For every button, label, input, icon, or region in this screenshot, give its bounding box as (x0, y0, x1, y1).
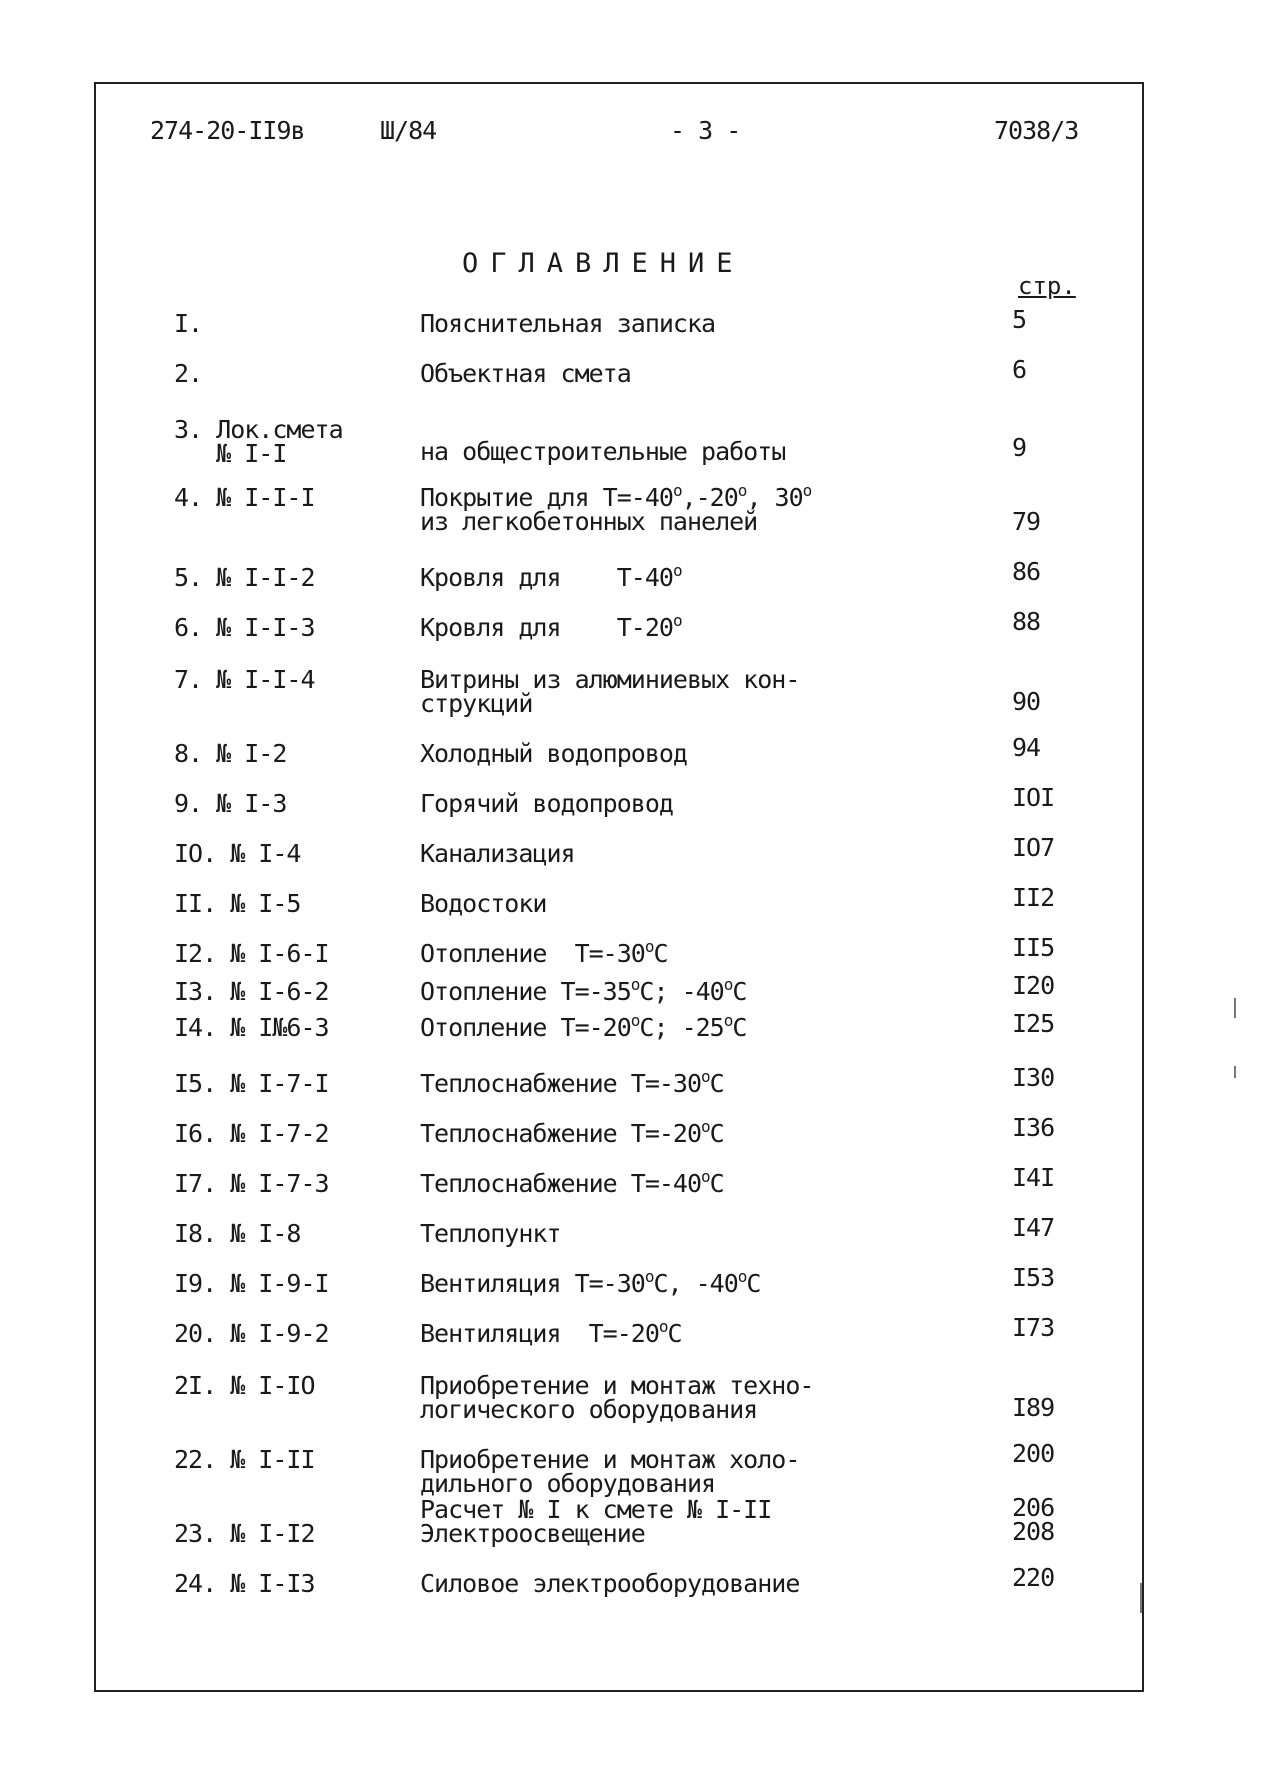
sheet-number: 7038/3 (994, 116, 1079, 145)
document-code: 274-20-II9в (150, 116, 305, 145)
scan-mark (1234, 998, 1236, 1018)
scan-mark (1234, 1066, 1236, 1078)
page-number: - 3 - (670, 116, 741, 145)
issue-number: Ш/84 (380, 116, 437, 145)
page-column-label: стр. (1018, 272, 1076, 300)
scan-mark (1140, 1583, 1142, 1613)
page-title: ОГЛАВЛЕНИЕ (462, 248, 745, 279)
